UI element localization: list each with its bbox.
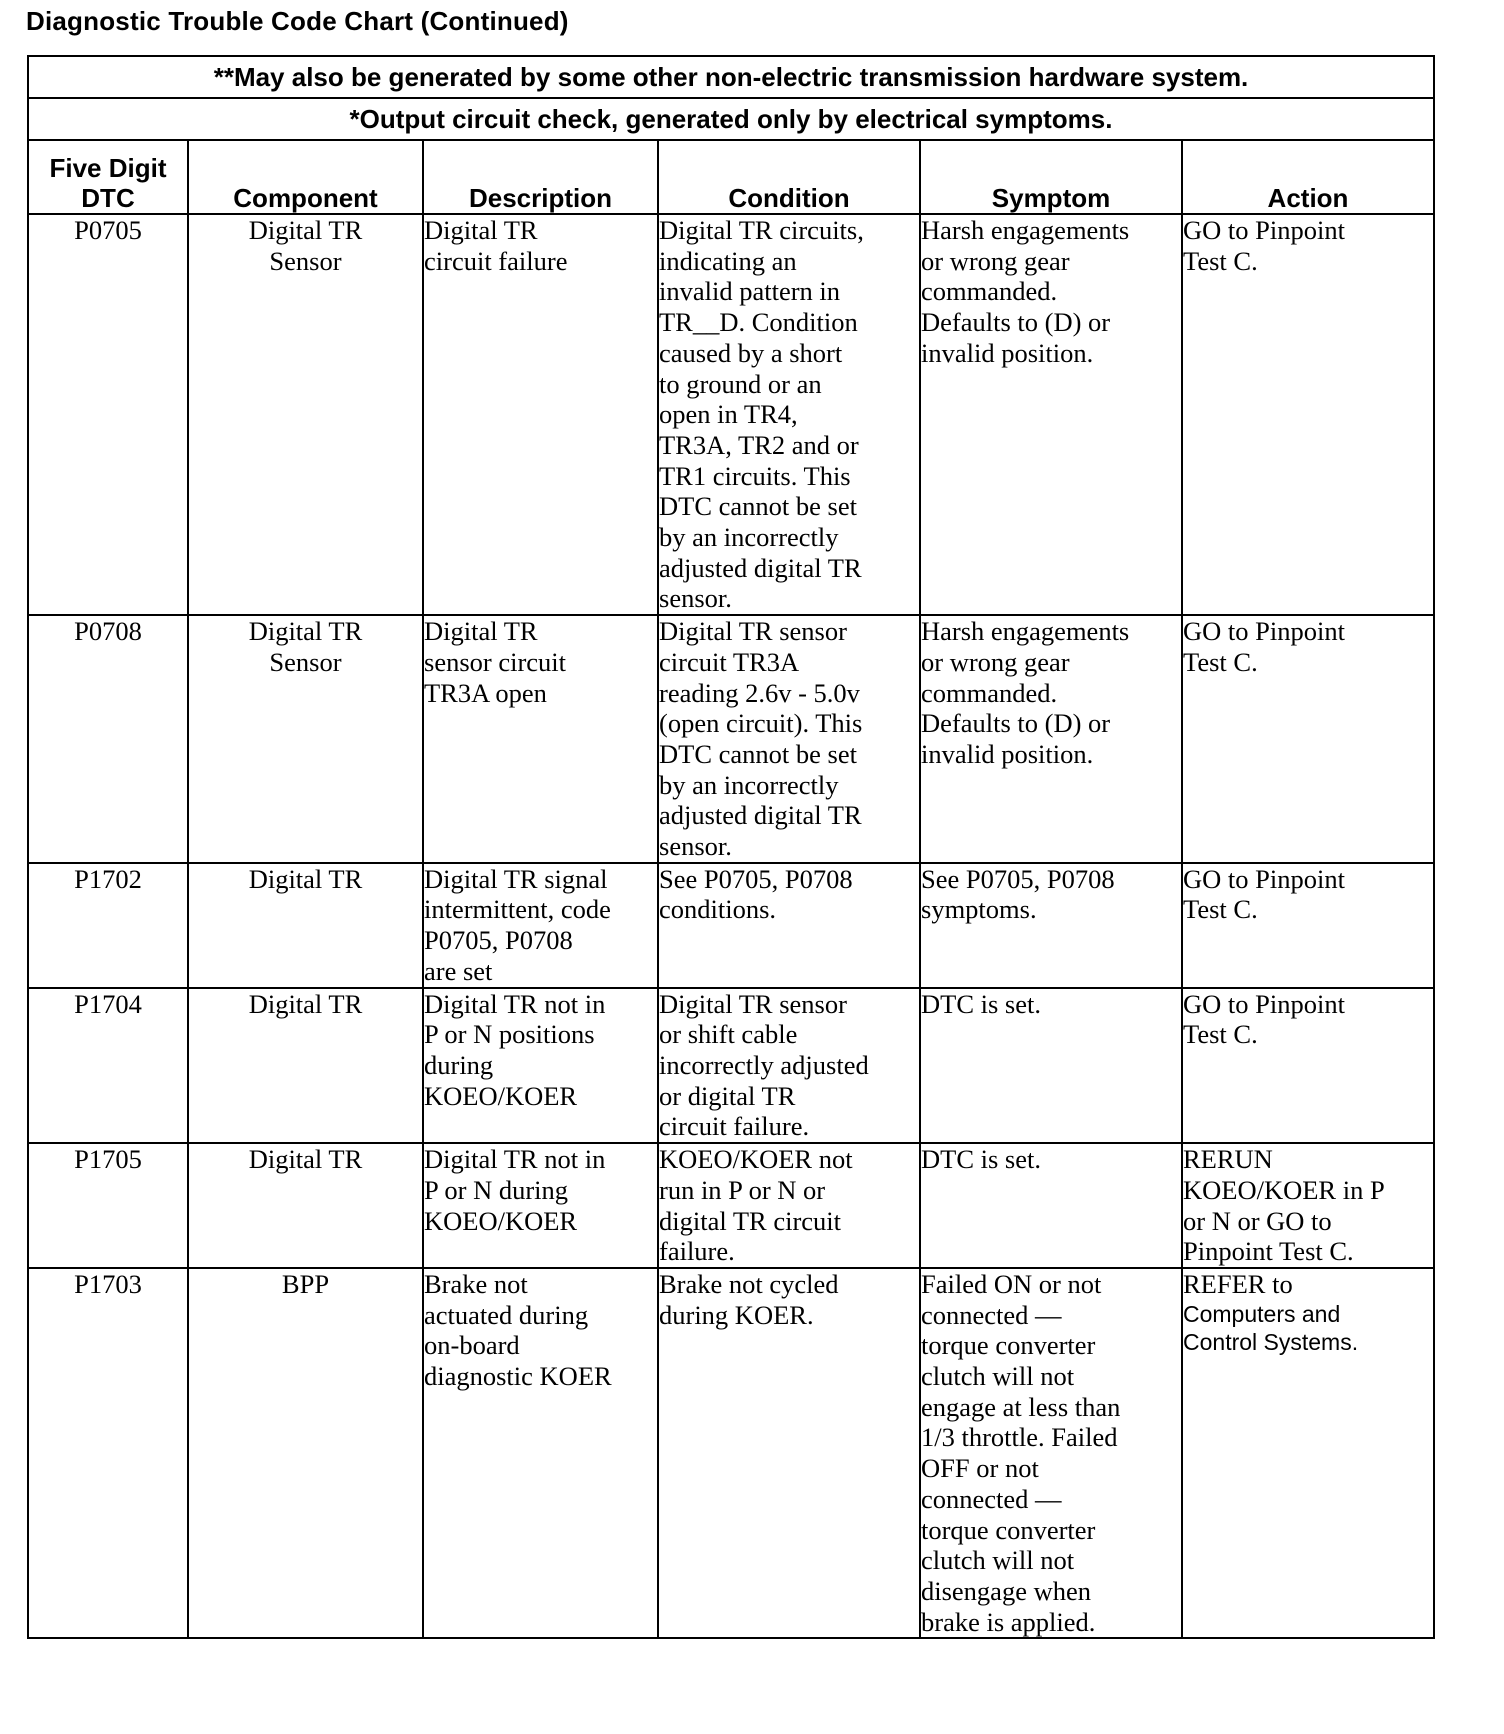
description-line: Digital TR not in (424, 1144, 606, 1175)
condition-line: TR__D. Condition (659, 307, 858, 338)
cell-description (423, 863, 658, 988)
condition-line: Brake not cycled (659, 1268, 839, 1299)
cell-action (1182, 863, 1434, 988)
description-line: actuated during (424, 1299, 589, 1330)
action-line: GO to Pinpoint (1183, 988, 1345, 1019)
condition-line: Digital TR circuits, (659, 215, 864, 245)
condition-line: KOEO/KOER not (659, 1144, 853, 1175)
symptom-line: commanded. (921, 276, 1058, 307)
cell-condition (658, 1143, 920, 1268)
cell-dtc: P1703 (28, 1268, 188, 1638)
description-line: sensor circuit (424, 646, 567, 677)
condition-line: Digital TR sensor (659, 988, 847, 1019)
condition-line: by an incorrectly (659, 522, 839, 553)
description-line: P0705, P0708 (424, 925, 573, 956)
component-line: Digital TR (248, 215, 363, 245)
note-row (28, 98, 1434, 140)
description-line: KOEO/KOER (424, 1205, 578, 1236)
cell-symptom (920, 1268, 1182, 1638)
dtc-chart-table (27, 55, 1435, 1639)
condition-line: conditions. (659, 894, 777, 925)
cell-component (188, 988, 423, 1144)
column-header-action: Action (1182, 140, 1434, 214)
action-line: Test C. (1183, 894, 1258, 925)
action-line: Test C. (1183, 646, 1258, 677)
symptom-line: Defaults to (D) or (921, 307, 1111, 338)
action-line: REFER to (1183, 1268, 1293, 1299)
condition-line: sensor. (659, 831, 732, 862)
condition-line: digital TR circuit (659, 1205, 842, 1236)
condition-line: TR3A, TR2 and or (659, 429, 859, 460)
cell-dtc: P0705 (28, 214, 188, 615)
dtc-rows (28, 214, 1434, 1638)
symptom-line: torque converter (921, 1514, 1096, 1545)
component-line: Digital TR (248, 863, 363, 894)
cell-component (188, 1143, 423, 1268)
cell-dtc: P1705 (28, 1143, 188, 1268)
cell-condition (658, 988, 920, 1144)
cell-symptom (920, 863, 1182, 988)
table-row (28, 214, 1434, 615)
condition-line: circuit TR3A (659, 646, 800, 677)
cell-component (188, 1268, 423, 1638)
column-header-condition: Condition (658, 140, 920, 214)
action-line: GO to Pinpoint (1183, 863, 1345, 894)
description-line: Digital TR not in (424, 988, 606, 1019)
symptom-line: Harsh engagements (921, 616, 1130, 647)
description-line: KOEO/KOER (424, 1080, 578, 1111)
column-header-component: Component (188, 140, 423, 214)
condition-line: sensor. (659, 583, 732, 614)
description-line: Digital TR signal (424, 863, 608, 894)
cell-action (1182, 615, 1434, 863)
cell-description (423, 214, 658, 615)
symptom-line: 1/3 throttle. Failed (921, 1422, 1118, 1453)
symptom-line: Harsh engagements (921, 215, 1130, 245)
cell-action (1182, 1143, 1434, 1268)
cell-condition (658, 863, 920, 988)
symptom-line: DTC is set. (921, 1144, 1041, 1175)
condition-line: open in TR4, (659, 399, 798, 430)
cell-condition (658, 1268, 920, 1638)
symptom-line: connected — (921, 1483, 1062, 1514)
symptom-line: invalid position. (921, 738, 1094, 769)
table-row (28, 1268, 1434, 1638)
page-title: Diagnostic Trouble Code Chart (Continued) (26, 6, 569, 36)
description-line: Digital TR (424, 616, 538, 647)
note-output-circuit: *Output circuit check, generated only by electrical symptoms. (28, 98, 1434, 140)
action-reference-line: Computers and (1183, 1300, 1341, 1327)
cell-symptom (920, 988, 1182, 1144)
condition-line: See P0705, P0708 (659, 863, 853, 894)
cell-condition (658, 214, 920, 615)
component-line: Sensor (269, 646, 342, 677)
condition-line: DTC cannot be set (659, 738, 857, 769)
table-row (28, 615, 1434, 863)
symptom-line: clutch will not (921, 1361, 1075, 1392)
cell-component (188, 863, 423, 988)
cell-action (1182, 214, 1434, 615)
cell-description (423, 988, 658, 1144)
description-line: during (424, 1049, 494, 1080)
condition-line: TR1 circuits. This (659, 460, 851, 491)
action-line: GO to Pinpoint (1183, 215, 1345, 245)
condition-line: caused by a short (659, 337, 843, 368)
description-line: P or N during (424, 1174, 569, 1205)
action-line: or N or GO to (1183, 1205, 1332, 1236)
symptom-line: torque converter (921, 1330, 1096, 1361)
component-line: BPP (281, 1268, 330, 1299)
condition-line: by an incorrectly (659, 769, 839, 800)
cell-description (423, 615, 658, 863)
action-line: Pinpoint Test C. (1183, 1236, 1354, 1267)
condition-line: indicating an (659, 245, 797, 276)
symptom-line: brake is applied. (921, 1606, 1096, 1637)
condition-line: (open circuit). This (659, 708, 863, 739)
condition-line: run in P or N or (659, 1174, 826, 1205)
cell-action (1182, 988, 1434, 1144)
description-line: diagnostic KOER (424, 1361, 612, 1392)
condition-line: adjusted digital TR (659, 552, 862, 583)
symptom-line: OFF or not (921, 1453, 1039, 1484)
description-line: circuit failure (424, 245, 568, 276)
component-line: Digital TR (248, 988, 363, 1019)
symptom-line: clutch will not (921, 1545, 1075, 1576)
component-line: Digital TR (248, 1144, 363, 1175)
table-row (28, 863, 1434, 988)
cell-dtc: P1702 (28, 863, 188, 988)
description-line: TR3A open (424, 677, 547, 708)
component-line: Digital TR (248, 616, 363, 647)
action-line: RERUN (1183, 1144, 1273, 1175)
symptom-line: connected — (921, 1299, 1062, 1330)
cell-component (188, 214, 423, 615)
note-non-electric: **May also be generated by some other non-electric transmission hardware system. (28, 56, 1434, 98)
condition-line: adjusted digital TR (659, 800, 862, 831)
column-header-symptom: Symptom (920, 140, 1182, 214)
action-reference-line: Control Systems. (1183, 1328, 1359, 1355)
symptom-line: commanded. (921, 677, 1058, 708)
cell-action (1182, 1268, 1434, 1638)
description-line: intermittent, code (424, 894, 611, 925)
condition-line: incorrectly adjusted (659, 1049, 869, 1080)
header-line: DTC (81, 183, 135, 213)
description-line: are set (424, 955, 493, 986)
symptom-line: or wrong gear (921, 646, 1070, 677)
cell-description (423, 1268, 658, 1638)
symptom-line: DTC is set. (921, 988, 1041, 1019)
condition-line: failure. (659, 1236, 735, 1267)
symptom-line: invalid position. (921, 337, 1094, 368)
symptom-line: engage at less than (921, 1391, 1121, 1422)
description-line: Digital TR (424, 215, 538, 245)
symptom-line: symptoms. (921, 894, 1037, 925)
action-line: Test C. (1183, 1019, 1258, 1050)
table-row (28, 988, 1434, 1144)
component-line: Sensor (269, 245, 342, 276)
header-line: Five Digit (49, 153, 167, 183)
condition-line: or shift cable (659, 1019, 798, 1050)
condition-line: to ground or an (659, 368, 822, 399)
condition-line: reading 2.6v - 5.0v (659, 677, 860, 708)
column-header-description: Description (423, 140, 658, 214)
header-row (28, 140, 1434, 214)
cell-condition (658, 615, 920, 863)
cell-dtc: P0708 (28, 615, 188, 863)
action-line: KOEO/KOER in P (1183, 1174, 1385, 1205)
action-line: GO to Pinpoint (1183, 616, 1345, 647)
cell-symptom (920, 615, 1182, 863)
condition-line: DTC cannot be set (659, 491, 857, 522)
symptom-line: See P0705, P0708 (921, 863, 1115, 894)
table-row (28, 1143, 1434, 1268)
action-line: Test C. (1183, 245, 1258, 276)
condition-line: Digital TR sensor (659, 616, 847, 647)
note-row (28, 56, 1434, 98)
cell-symptom (920, 1143, 1182, 1268)
condition-line: invalid pattern in (659, 276, 841, 307)
symptom-line: disengage when (921, 1575, 1091, 1606)
symptom-line: Failed ON or not (921, 1268, 1102, 1299)
cell-symptom (920, 214, 1182, 615)
column-header-dtc (28, 140, 188, 214)
condition-line: or digital TR (659, 1080, 796, 1111)
description-line: Brake not (424, 1268, 528, 1299)
cell-description (423, 1143, 658, 1268)
description-line: on-board (424, 1330, 520, 1361)
symptom-line: Defaults to (D) or (921, 708, 1111, 739)
description-line: P or N positions (424, 1019, 595, 1050)
symptom-line: or wrong gear (921, 245, 1070, 276)
cell-component (188, 615, 423, 863)
cell-dtc: P1704 (28, 988, 188, 1144)
condition-line: circuit failure. (659, 1111, 810, 1142)
condition-line: during KOER. (659, 1299, 814, 1330)
